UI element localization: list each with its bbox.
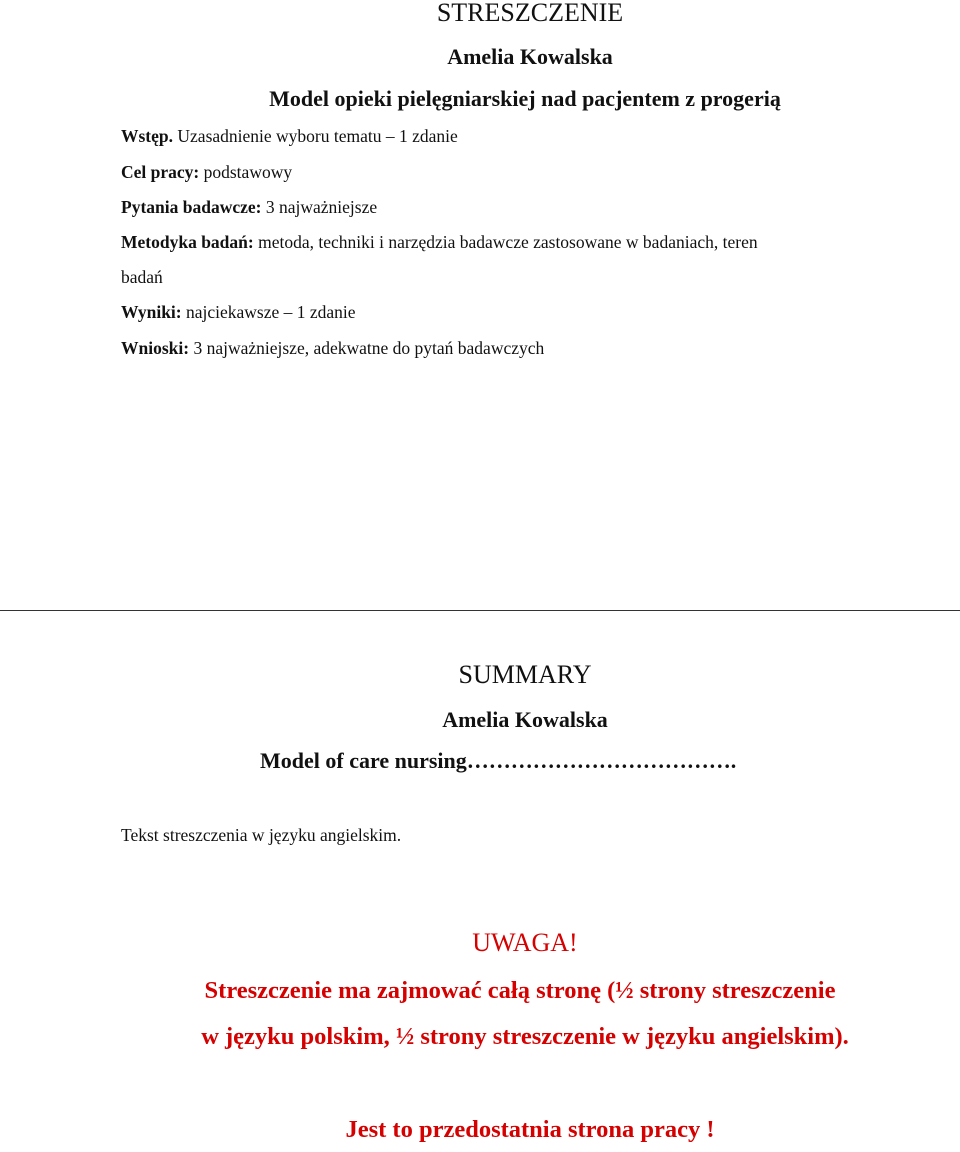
results-label: Wyniki:: [121, 302, 182, 322]
notice-heading: UWAGA!: [472, 928, 578, 957]
goal-line: [121, 162, 292, 183]
thesis-title-en: Model of care nursing……………………………….: [260, 748, 737, 773]
methods-cont-text: badań: [121, 267, 163, 287]
thesis-title-pl: Model opieki pielęgniarskiej nad pacjentem z progerią: [269, 86, 781, 111]
questions-text: 3 najważniejsze: [261, 197, 378, 217]
author-name-en: Amelia Kowalska: [442, 707, 608, 732]
section-divider: [0, 610, 960, 611]
conclusions-label: Wnioski:: [121, 338, 190, 358]
intro-text: Uzasadnienie wyboru tematu – 1 zdanie: [173, 126, 458, 146]
goal-text: podstawowy: [199, 162, 293, 182]
methods-line-cont: [121, 267, 163, 288]
results-text: najciekawsze – 1 zdanie: [181, 302, 356, 322]
results-line: [121, 302, 356, 323]
methods-line: [121, 232, 758, 253]
intro-label: Wstęp.: [121, 126, 174, 146]
notice-line-2: w języku polskim, ½ strony streszczenie w języku angielskim).: [201, 1023, 849, 1050]
methods-label: Metodyka badań:: [121, 232, 254, 252]
questions-label: Pytania badawcze:: [121, 197, 262, 217]
notice-line-1: Streszczenie ma zajmować całą stronę (½ strony streszczenie: [204, 977, 836, 1004]
streszczenie-title: STRESZCZENIE: [436, 0, 624, 27]
goal-label: Cel pracy:: [121, 162, 200, 182]
conclusions-line: [121, 338, 544, 359]
summary-title: SUMMARY: [458, 660, 592, 689]
conclusions-text: 3 najważniejsze, adekwatne do pytań badawczych: [189, 338, 545, 358]
methods-text: metoda, techniki i narzędzia badawcze zastosowane w badaniach, teren: [253, 232, 758, 252]
author-name-pl: Amelia Kowalska: [447, 44, 613, 69]
notice-footer: Jest to przedostatnia strona pracy !: [345, 1116, 715, 1143]
summary-body: Tekst streszczenia w języku angielskim.: [121, 825, 402, 845]
intro-line: [121, 126, 458, 147]
questions-line: [121, 197, 377, 218]
